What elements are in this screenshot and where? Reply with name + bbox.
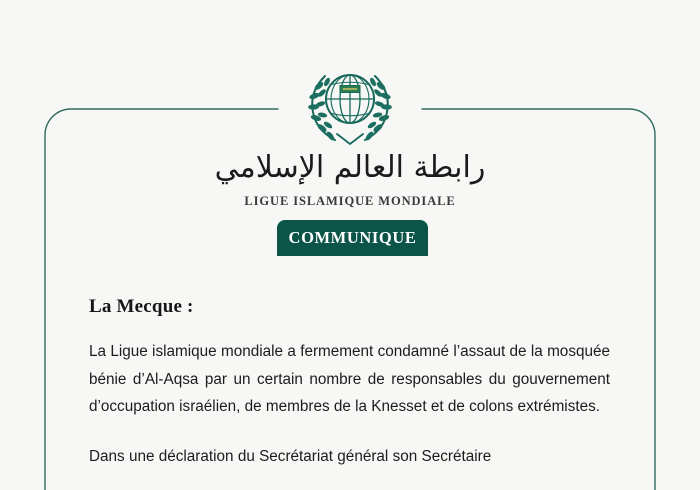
globe-icon [326,75,374,123]
globe-in-laurel-wreath-emblem [291,66,409,146]
organization-name-latin: LIGUE ISLAMIQUE MONDIALE [244,194,456,208]
organization-name-arabic: رابطة العالم الإسلامي [214,150,486,185]
body-paragraph-2: Dans une déclaration du Secrétariat général son Secrétaire [89,447,492,465]
communique-badge [277,220,428,256]
document-body [89,296,610,470]
body-paragraph-1: La Ligue islamique mondiale a fermement condamné l’assaut de la mosquée bénie d’Al-Aqsa par un certain nombre de responsables du gouvernement d’occupation israélien, de membres de la Knesset et de colons extrémistes. [89,343,610,415]
dateline: La Mecque : [89,296,194,317]
communique-badge-label: COMMUNIQUE [288,227,417,247]
